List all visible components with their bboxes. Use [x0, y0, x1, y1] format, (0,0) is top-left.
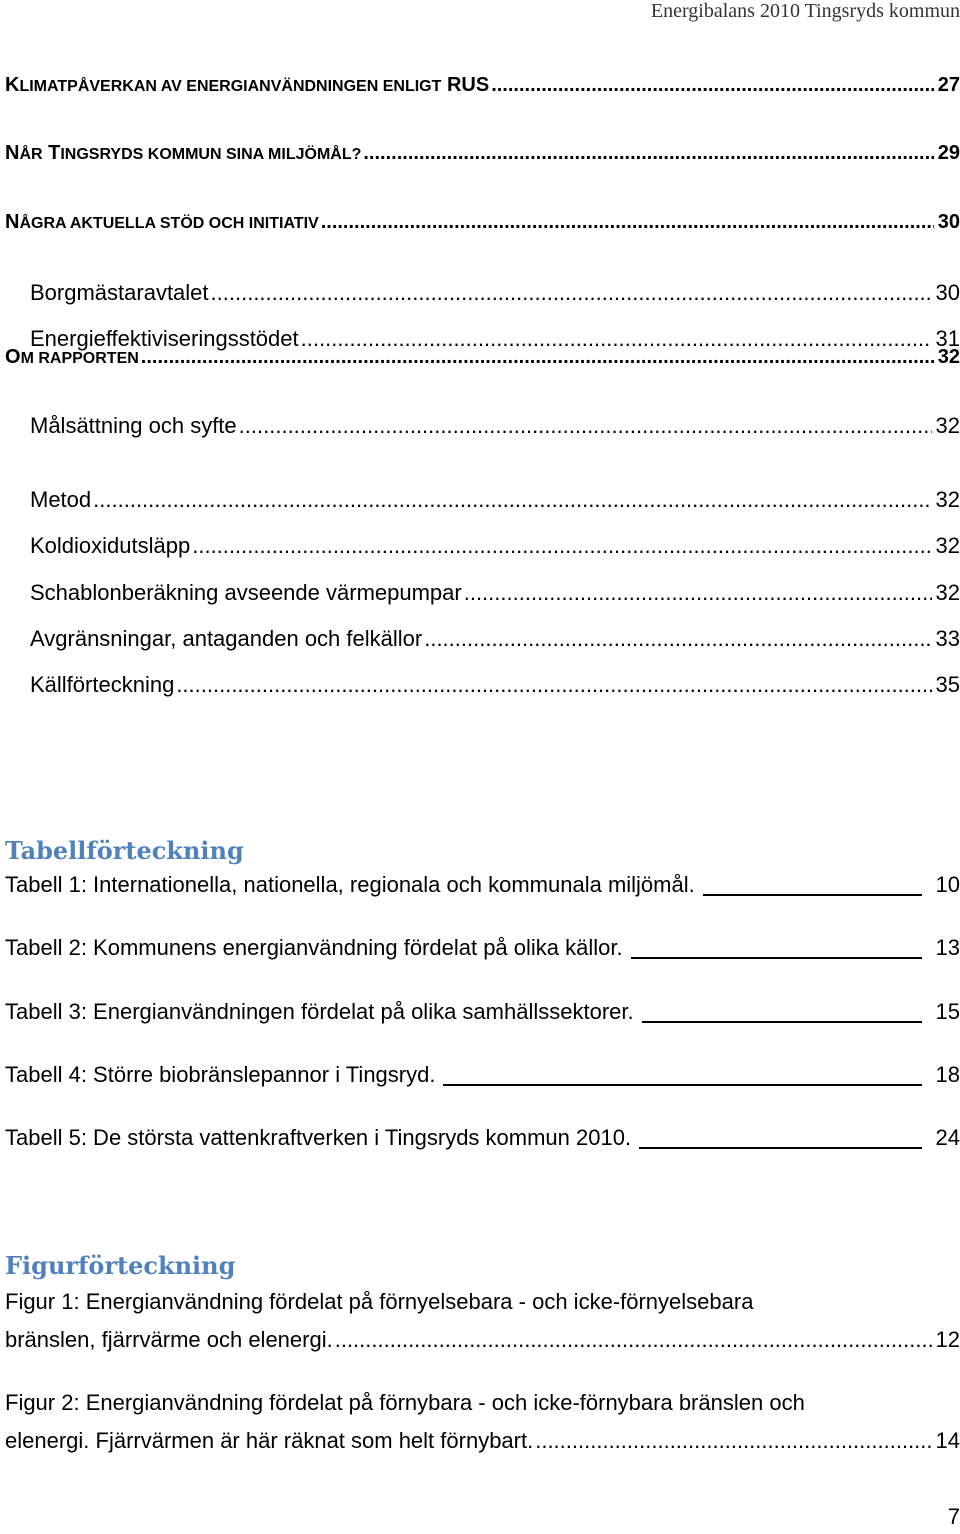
figure-entry-line1: Figur 2: Energianvändning fördelat på förnybara - och icke-förnybara bränslen och [5, 1390, 805, 1415]
table-entry-label: Tabell 3: Energianvändningen fördelat på olika samhällssektorer. [5, 999, 634, 1024]
table-list-entry[interactable] [5, 999, 960, 1025]
tab-leader-line [639, 1147, 921, 1149]
figure-entry-line2: elenergi. Fjärrvärmen är här räknat som helt förnybart. [5, 1428, 534, 1453]
figure-entry-line1: Figur 1: Energianvändning fördelat på förnyelsebara - och icke-förnyelsebara [5, 1289, 754, 1314]
toc-leader-dots [239, 413, 932, 439]
toc-leader-dots [424, 626, 931, 652]
table-entry-page: 10 [935, 872, 960, 897]
toc-leader-dots [321, 211, 934, 234]
toc-leader-dots [141, 346, 934, 369]
tab-leader-line [703, 894, 922, 896]
toc-leader-dots [93, 487, 931, 513]
toc-page-number: 35 [935, 672, 960, 697]
toc-page-number: 31 [935, 326, 960, 351]
toc-entry-label: KLIMATPÅVERKAN AV ENERGIANVÄNDNINGEN ENLIGT RUS [5, 74, 490, 96]
toc-entry-malsattning[interactable] [30, 413, 960, 439]
table-entry-page: 15 [935, 999, 960, 1024]
table-entry-page: 24 [935, 1125, 960, 1150]
toc-page-number: 32 [937, 346, 960, 368]
toc-entry-borgmastaravtalet[interactable] [30, 280, 960, 306]
toc-entry-label: OM RAPPORTEN [5, 346, 139, 368]
toc-entry-label: Koldioxidutsläpp [30, 533, 191, 558]
toc-entry-label: Metod [30, 487, 92, 512]
toc-entry-label: Avgränsningar, antaganden och felkällor [30, 626, 423, 651]
figure-entry-page: 12 [935, 1327, 960, 1352]
toc-leader-dots [491, 74, 934, 97]
running-header: Energibalans 2010 Tingsryds kommun [650, 0, 960, 22]
figure-list-entry[interactable] [5, 1384, 960, 1460]
figure-entry-line2: bränslen, fjärrvärme och elenergi. [5, 1327, 333, 1352]
table-entry-page: 13 [935, 935, 960, 960]
toc-entry-label: NÅGRA AKTUELLA STÖD OCH INITIATIV [5, 211, 319, 233]
toc-page-number: 32 [935, 533, 960, 558]
toc-entry-avgransningar[interactable] [30, 626, 960, 652]
toc-leader-dots [335, 1321, 932, 1359]
toc-leader-dots [464, 580, 932, 606]
toc-entry-label: NÅR TINGSRYDS KOMMUN SINA MILJÖMÅL? [5, 142, 362, 164]
toc-page-number: 27 [937, 74, 960, 96]
toc-entry-label: Målsättning och syfte [30, 413, 237, 438]
toc-entry-nar-tingsryds[interactable] [5, 142, 960, 165]
toc-entry-label: Schablonberäkning avseende värmepumpar [30, 580, 462, 605]
table-entry-label: Tabell 1: Internationella, nationella, regionala och kommunala miljömål. [5, 872, 695, 897]
toc-leader-dots [535, 1422, 931, 1460]
figure-entry-page: 14 [935, 1428, 960, 1453]
page-number: 7 [947, 1504, 960, 1529]
table-entry-label: Tabell 5: De största vattenkraftverken i Tingsryds kommun 2010. [5, 1125, 632, 1150]
table-entry-label: Tabell 4: Större biobränslepannor i Tingsryd. [5, 1062, 436, 1087]
toc-entry-klimatpaverkan[interactable] [5, 74, 960, 97]
toc-page-number: 33 [935, 626, 960, 651]
tab-leader-line [642, 1021, 922, 1023]
table-list-entry[interactable] [5, 872, 960, 898]
toc-page-number: 30 [935, 280, 960, 305]
table-list-entry[interactable] [5, 1062, 960, 1088]
toc-entry-metod[interactable] [30, 487, 960, 513]
tab-leader-line [631, 957, 922, 959]
toc-entry-kallforteckning[interactable] [30, 672, 960, 698]
table-entry-label: Tabell 2: Kommunens energianvändning fördelat på olika källor. [5, 935, 623, 960]
figure-list-heading: Figurförteckning [5, 1251, 236, 1280]
toc-entry-schablonberakning[interactable] [30, 580, 960, 606]
table-list-heading: Tabellförteckning [5, 836, 244, 865]
table-entry-page: 18 [935, 1062, 960, 1087]
toc-page-number: 32 [935, 487, 960, 512]
toc-entry-label: Källförteckning [30, 672, 175, 697]
toc-page-number: 32 [935, 580, 960, 605]
toc-leader-dots [211, 280, 932, 306]
toc-page-number: 32 [935, 413, 960, 438]
tab-leader-line [443, 1084, 921, 1086]
toc-entry-nagra-aktuella[interactable] [5, 211, 960, 234]
toc-page-number: 30 [937, 211, 960, 233]
toc-leader-dots [363, 142, 933, 165]
toc-entry-label: Energieffektiviseringsstödet [30, 326, 299, 351]
table-list-entry[interactable] [5, 1125, 960, 1151]
toc-entry-koldioxidutslapp[interactable] [30, 533, 960, 559]
figure-list-entry[interactable] [5, 1283, 960, 1359]
toc-entry-om-rapporten[interactable] [5, 346, 960, 369]
toc-leader-dots [176, 672, 931, 698]
table-list-entry[interactable] [5, 935, 960, 961]
toc-page-number: 29 [937, 142, 960, 164]
toc-entry-label: Borgmästaravtalet [30, 280, 209, 305]
toc-leader-dots [192, 533, 931, 559]
